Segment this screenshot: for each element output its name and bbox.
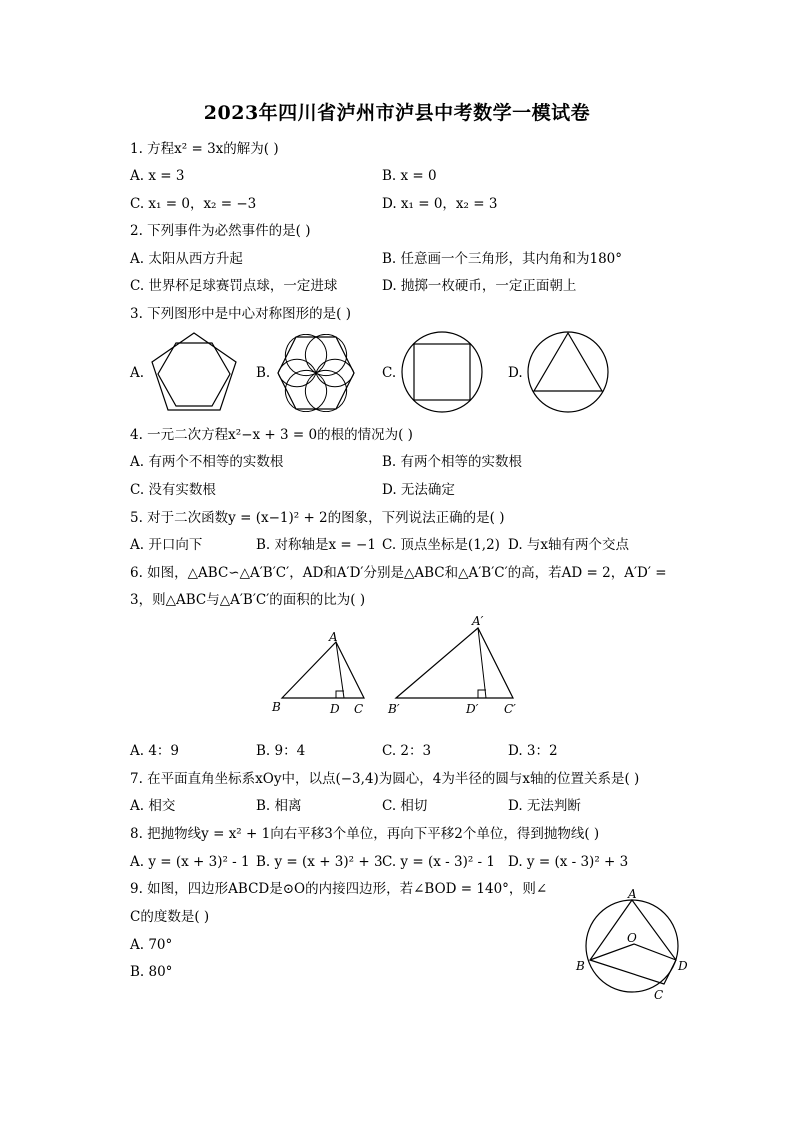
- q3-option-c[interactable]: C.: [382, 365, 397, 381]
- tri1-label-a: A: [329, 630, 338, 644]
- q1-option-b[interactable]: B. x = 0: [382, 168, 437, 184]
- circle-label-a: A: [628, 887, 637, 901]
- tri1-label-c: C: [354, 702, 364, 716]
- q4-option-b[interactable]: B. 有两个相等的实数根: [382, 454, 523, 470]
- q6-option-b[interactable]: B. 9：4: [256, 743, 306, 759]
- figure-hexagon-petals: [276, 334, 356, 412]
- tri2-label-c: C′: [504, 702, 516, 716]
- figure-pentagon-hexagon: [148, 330, 240, 414]
- q1-option-a[interactable]: A. x = 3: [130, 168, 185, 184]
- q7-option-d[interactable]: D. 无法判断: [508, 798, 581, 814]
- q4-option-c[interactable]: C. 没有实数根: [130, 482, 216, 498]
- tri2-label-a: A′: [472, 614, 484, 628]
- q4-option-a[interactable]: A. 有两个不相等的实数根: [130, 454, 284, 470]
- q2-option-d[interactable]: D. 抛掷一枚硬币，一定正面朝上: [382, 278, 577, 294]
- q8-option-d[interactable]: D. y = (x - 3)² + 3: [508, 854, 629, 870]
- question-9-stem: 9. 如图，四边形ABCD是⊙O的内接四边形，若∠BOD = 140°，则∠: [130, 881, 548, 897]
- q3-option-a[interactable]: A.: [130, 365, 145, 381]
- q8-option-a[interactable]: A. y = (x + 3)² - 1: [130, 854, 250, 870]
- question-6-stem-cont: 3，则△ABC与△A′B′C′的面积的比为( ): [130, 592, 366, 608]
- q5-option-d[interactable]: D. 与x轴有两个交点: [508, 537, 630, 553]
- figure-circle-square: [400, 330, 484, 414]
- tri1-label-d: D: [330, 702, 340, 716]
- question-7-stem: 7. 在平面直角坐标系xOy中，以点(−3,4)为圆心，4为半径的圆与x轴的位置关系是( ): [130, 771, 640, 787]
- q8-option-b[interactable]: B. y = (x + 3)² + 3: [256, 854, 383, 870]
- q1-option-d[interactable]: D. x₁ = 0，x₂ = 3: [382, 196, 498, 212]
- q8-option-c[interactable]: C. y = (x - 3)² - 1: [382, 854, 495, 870]
- figure-similar-triangles: [268, 610, 528, 722]
- q2-option-b[interactable]: B. 任意画一个三角形，其内角和为180°: [382, 251, 623, 267]
- q7-option-c[interactable]: C. 相切: [382, 798, 428, 814]
- q6-option-d[interactable]: D. 3：2: [508, 743, 558, 759]
- circle-label-c: C: [654, 988, 664, 1002]
- question-4-stem: 4. 一元二次方程x²−x + 3 = 0的根的情况为( ): [130, 427, 413, 443]
- q4-option-d[interactable]: D. 无法确定: [382, 482, 455, 498]
- tri2-label-b: B′: [388, 702, 400, 716]
- tri1-label-b: B: [272, 700, 281, 714]
- question-8-stem: 8. 把抛物线y = x² + 1向右平移3个单位，再向下平移2个单位，得到抛物线( ): [130, 826, 600, 842]
- tri2-label-d: D′: [466, 702, 479, 716]
- q3-option-b[interactable]: B.: [256, 365, 271, 381]
- q6-option-a[interactable]: A. 4：9: [130, 743, 180, 759]
- q2-option-c[interactable]: C. 世界杯足球赛罚点球，一定进球: [130, 278, 338, 294]
- q7-option-b[interactable]: B. 相离: [256, 798, 302, 814]
- question-6-stem: 6. 如图，△ABC∽△A′B′C′，AD和A′D′分别是△ABC和△A′B′C′的高，若AD = 2，A′D′ =: [130, 565, 667, 581]
- q5-option-a[interactable]: A. 开口向下: [130, 537, 203, 553]
- question-3-stem: 3. 下列图形中是中心对称图形的是( ): [130, 306, 351, 322]
- circle-label-b: B: [576, 959, 585, 973]
- question-9-stem-cont: C的度数是( ): [130, 909, 210, 925]
- q5-option-b[interactable]: B. 对称轴是x = −1: [256, 537, 376, 553]
- question-5-stem: 5. 对于二次函数y = (x−1)² + 2的图象，下列说法正确的是( ): [130, 510, 505, 526]
- q9-option-a[interactable]: A. 70°: [130, 937, 173, 953]
- figure-circle-triangle: [526, 330, 610, 414]
- q7-option-a[interactable]: A. 相交: [130, 798, 176, 814]
- page-title: 2023年四川省泸州市泸县中考数学一模试卷: [203, 102, 591, 124]
- q3-option-d[interactable]: D.: [508, 365, 523, 381]
- circle-label-o: O: [627, 931, 637, 945]
- q2-option-a[interactable]: A. 太阳从西方升起: [130, 251, 243, 267]
- circle-label-d: D: [678, 959, 688, 973]
- q6-option-c[interactable]: C. 2：3: [382, 743, 432, 759]
- question-2-stem: 2. 下列事件为必然事件的是( ): [130, 223, 311, 239]
- question-1-stem: 1. 方程x² = 3x的解为( ): [130, 141, 279, 157]
- q5-option-c[interactable]: C. 顶点坐标是(1,2): [382, 537, 500, 553]
- q9-option-b[interactable]: B. 80°: [130, 964, 173, 980]
- figure-inscribed-quadrilateral: [572, 886, 696, 1006]
- q1-option-c[interactable]: C. x₁ = 0，x₂ = −3: [130, 196, 257, 212]
